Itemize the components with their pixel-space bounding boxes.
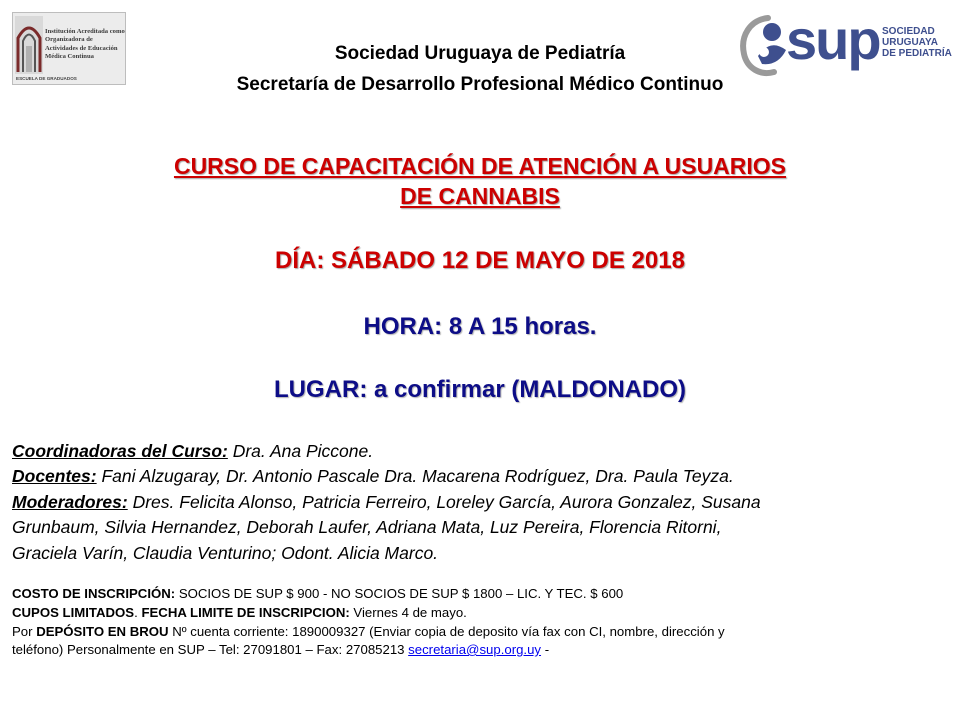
contact-line [12, 641, 952, 659]
moderators-line-3: Graciela Varín, Claudia Venturino; Odont. Alicia Marco. [12, 543, 439, 563]
course-title-line2: DE CANNABIS [400, 183, 560, 209]
deadline-separator: . [134, 605, 142, 620]
sup-wordmark: sup [786, 8, 880, 71]
place-value: : a confirmar (MALDONADO) [359, 376, 686, 403]
course-time: HORA: 8 A 15 horas. [363, 313, 597, 340]
place-label: LUGAR [274, 376, 360, 403]
deposit-line [12, 623, 952, 641]
moderators-value: Dres. Felicita Alonso, Patricia Ferreiro, Loreley García, Aurora Gonzalez, Susana [127, 492, 761, 512]
accreditation-small-text: ESCUELA DE GRADUADOS [16, 76, 77, 81]
coordinators-line [12, 440, 952, 462]
sup-subtitle-line: URUGUAYA [882, 37, 938, 48]
sup-subtitle-line: DE PEDIATRÍA [882, 48, 952, 59]
accreditation-text: Institución Acreditada como Organizadora de Actividades de Educación Médica Continua [45, 28, 125, 60]
email-link[interactable]: secretaria@sup.org.uy [408, 642, 542, 657]
moderators-label: Moderadores: [12, 492, 128, 512]
deadline-value: Viernes 4 de mayo. [349, 605, 467, 620]
department-name: Secretaría de Desarrollo Profesional Médico Continuo [236, 74, 724, 95]
cost-line [12, 585, 952, 603]
contact-text: teléfono) Personalmente en SUP – Tel: 27091801 – Fax: 27085213 [12, 642, 409, 657]
teachers-line [12, 465, 952, 487]
moderators-line [12, 491, 952, 513]
deposit-prefix: Por [12, 624, 37, 639]
cost-value: SOCIOS DE SUP $ 900 - NO SOCIOS DE SUP $ 1800 – LIC. Y TEC. $ 600 [175, 586, 624, 601]
deposit-label: DEPÓSITO EN BROU [36, 624, 169, 639]
coordinators-label: Coordinadoras del Curso: [12, 441, 228, 461]
course-title-line1: CURSO DE CAPACITACIÓN DE ATENCIÓN A USUARIOS [173, 153, 787, 179]
limited-seats-label: CUPOS LIMITADOS [12, 605, 135, 620]
coordinators-value: Dra. Ana Piccone. [227, 441, 374, 461]
deadline-line [12, 604, 952, 622]
deadline-label: FECHA LIMITE DE INSCRIPCION: [141, 605, 350, 620]
course-day: DÍA: SÁBADO 12 DE MAYO DE 2018 [275, 247, 685, 274]
course-place [0, 376, 960, 404]
moderators-line-2: Grunbaum, Silvia Hernandez, Deborah Laufer, Adriana Mata, Luz Pereira, Florencia Ritorni, [12, 517, 722, 537]
sup-subtitle-line: SOCIEDAD [882, 26, 935, 37]
contact-end: - [541, 642, 550, 657]
cost-label: COSTO DE INSCRIPCIÓN: [12, 586, 176, 601]
teachers-label: Docentes: [12, 466, 97, 486]
teachers-value: Fani Alzugaray, Dr. Antonio Pascale Dra. Macarena Rodríguez, Dra. Paula Teyza. [96, 466, 734, 486]
society-name: Sociedad Uruguaya de Pediatría [334, 43, 626, 64]
deposit-value: Nº cuenta corriente: 1890009327 (Enviar copia de deposito vía fax con CI, nombre, dirección y [168, 624, 725, 639]
